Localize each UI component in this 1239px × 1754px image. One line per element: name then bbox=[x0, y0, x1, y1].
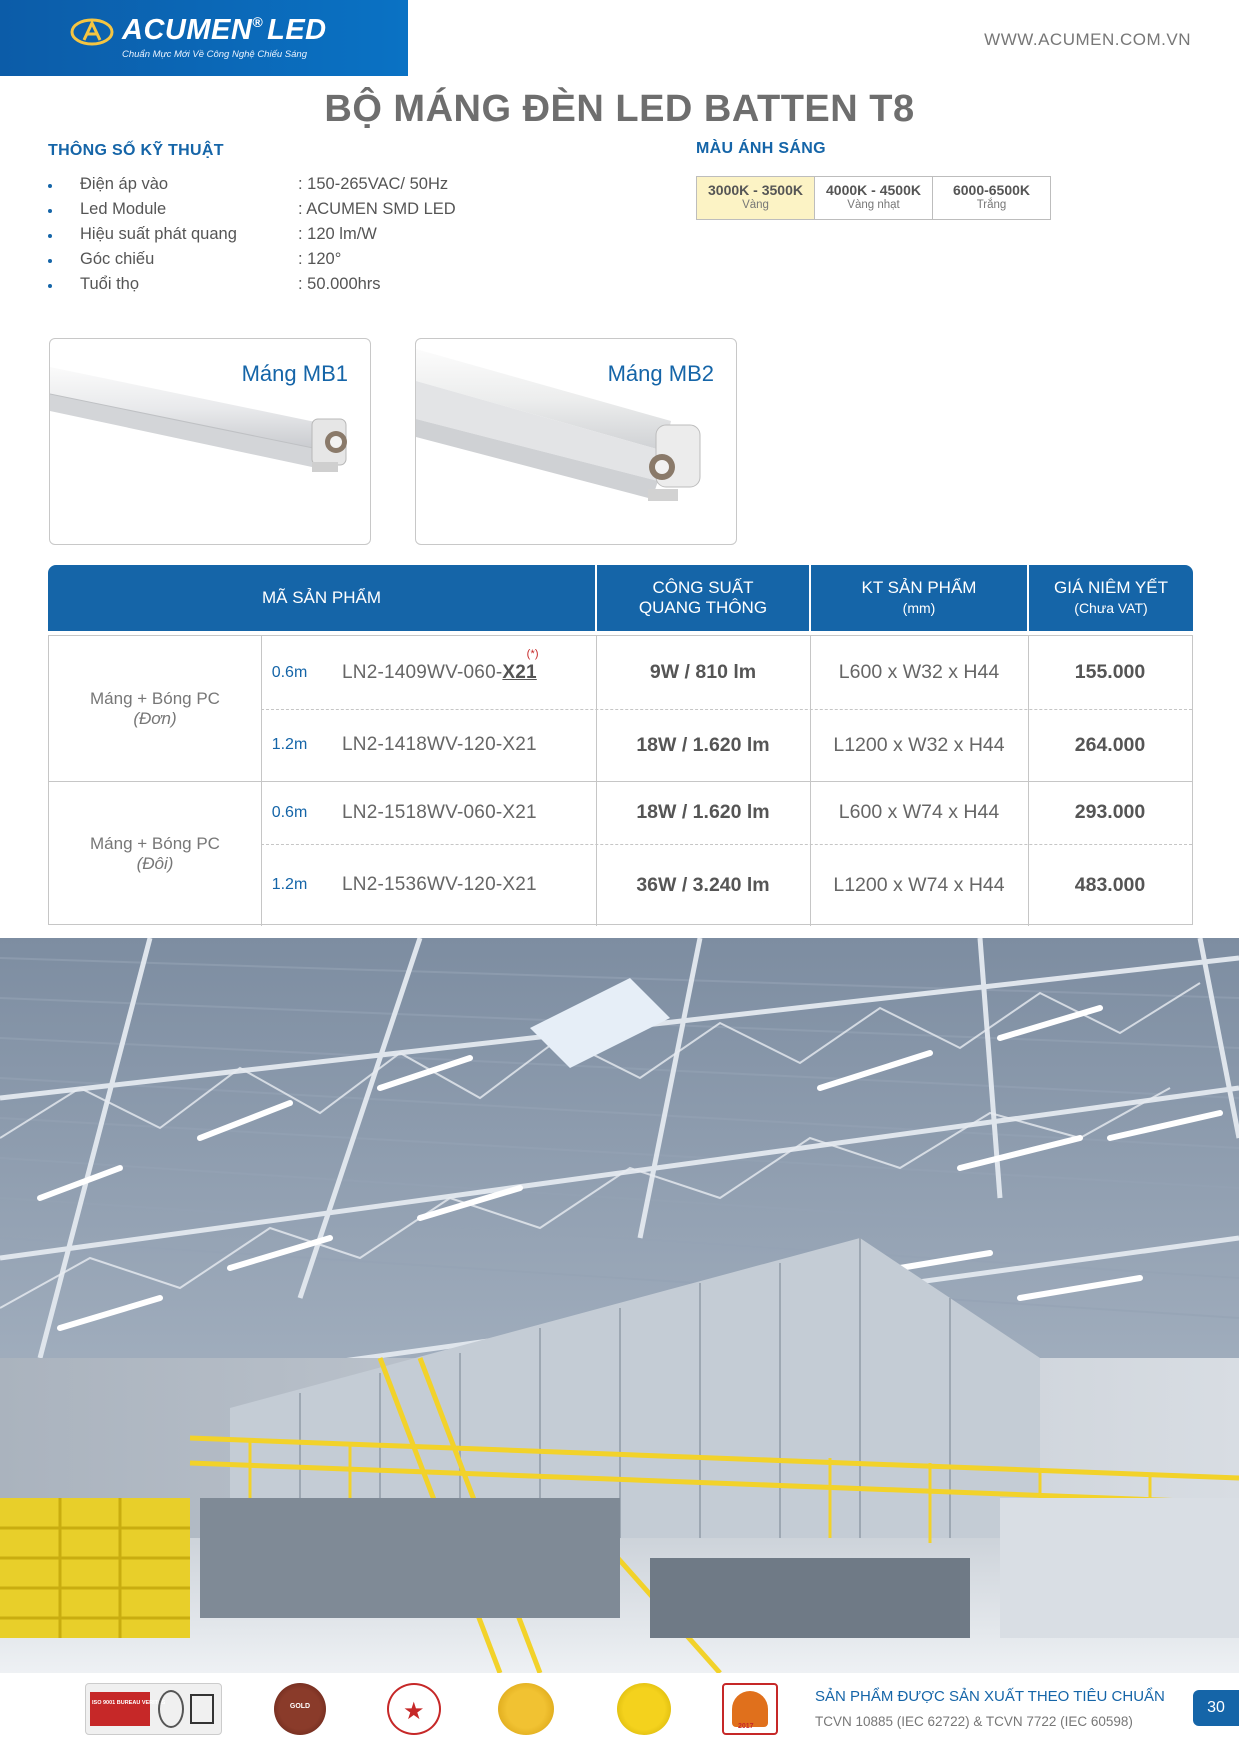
row-price: 264.000 bbox=[1074, 733, 1146, 756]
bullet-icon bbox=[48, 209, 52, 213]
product-code: LN2-1409WV-060- bbox=[342, 661, 503, 683]
spec-value: : 120° bbox=[298, 250, 342, 268]
row-length: 1.2m bbox=[271, 876, 308, 893]
light-color-heading: MÀU ÁNH SÁNG bbox=[696, 140, 826, 157]
row-length: 1.2m bbox=[271, 736, 308, 753]
cert-iso-badge: ISO 9001 BUREAU VERITAS bbox=[85, 1683, 222, 1735]
cert-star-award bbox=[387, 1683, 441, 1735]
row-code bbox=[318, 709, 596, 781]
cert-gold-seal: GOLD bbox=[274, 1683, 326, 1735]
price-table bbox=[48, 565, 1193, 925]
row-code bbox=[318, 844, 596, 926]
color-temperature: 4000K - 4500K bbox=[826, 182, 921, 198]
bullet-icon bbox=[48, 234, 52, 238]
spec-label: Tuổi thọ bbox=[80, 275, 140, 293]
cert-top-brand: 2017 bbox=[722, 1683, 778, 1735]
color-temperature: 6000-6500K bbox=[952, 182, 1031, 198]
table-header bbox=[48, 565, 1193, 631]
row-code bbox=[318, 636, 596, 709]
col-header-size: KT SẢN PHẨM (mm) bbox=[861, 578, 977, 616]
row-power: 18W / 1.620 lm bbox=[636, 733, 770, 756]
product-code: LN2-1536WV-120-X21 bbox=[342, 874, 537, 895]
light-color-option bbox=[697, 177, 815, 219]
light-color-option bbox=[815, 177, 933, 219]
row-size: L600 x W74 x H44 bbox=[838, 801, 1000, 823]
light-color-table bbox=[696, 176, 1051, 220]
row-length: 0.6m bbox=[271, 663, 308, 681]
product-label-mb2: Máng MB2 bbox=[607, 361, 714, 386]
specs-heading: THÔNG SỐ KỸ THUẬT bbox=[48, 142, 224, 159]
color-temperature: 3000K - 3500K bbox=[708, 182, 803, 198]
spec-value: : 50.000hrs bbox=[298, 275, 381, 293]
row-length: 0.6m bbox=[271, 803, 308, 821]
row-code bbox=[318, 781, 596, 844]
col-header-price: GIÁ NIÊM YẾT (Chưa VAT) bbox=[1054, 578, 1168, 616]
factory-interior-image bbox=[0, 938, 1239, 1673]
product-code: LN2-1518WV-060-X21 bbox=[342, 801, 537, 823]
color-name: Vàng nhạt bbox=[847, 199, 900, 211]
standard-heading: SẢN PHẨM ĐƯỢC SẢN XUẤT THEO TIÊU CHUẨN bbox=[815, 1688, 1165, 1705]
page-title: BỘ MÁNG ĐÈN LED BATTEN T8 bbox=[324, 88, 915, 130]
cert-gold-medal bbox=[498, 1683, 554, 1735]
product-group-label bbox=[49, 636, 261, 781]
group-variant: (Đơn) bbox=[133, 708, 177, 728]
spec-label: Điện áp vào bbox=[80, 175, 169, 193]
col-header-power: CÔNG SUẤT QUANG THÔNG bbox=[638, 578, 768, 617]
spec-label: Led Module bbox=[80, 200, 167, 218]
acumen-logo-icon bbox=[70, 18, 114, 46]
star-icon: ★ bbox=[403, 1698, 425, 1725]
product-code: LN2-1418WV-120-X21 bbox=[342, 734, 537, 755]
spec-value: : ACUMEN SMD LED bbox=[298, 200, 456, 218]
product-label-mb1: Máng MB1 bbox=[241, 361, 348, 386]
light-color-option bbox=[933, 177, 1050, 219]
row-price: 293.000 bbox=[1074, 801, 1146, 823]
row-price: 155.000 bbox=[1074, 661, 1146, 683]
row-size: L1200 x W74 x H44 bbox=[833, 873, 1005, 896]
brand-tagline: Chuẩn Mực Mới Về Công Nghệ Chiếu Sáng bbox=[122, 49, 307, 60]
color-name: Vàng bbox=[742, 199, 769, 211]
note-mark: (*) bbox=[526, 647, 539, 660]
row-power: 9W / 810 lm bbox=[649, 661, 757, 683]
group-name: Máng + Bóng PC bbox=[90, 833, 220, 853]
product-code-suffix: X21 bbox=[502, 661, 537, 683]
brand-logo bbox=[0, 0, 408, 76]
row-power: 36W / 3.240 lm bbox=[636, 873, 770, 896]
spec-value: : 120 lm/W bbox=[298, 225, 377, 243]
row-size: L1200 x W32 x H44 bbox=[833, 733, 1005, 756]
bullet-icon bbox=[48, 184, 52, 188]
table-body bbox=[48, 635, 1193, 925]
product-group-label bbox=[49, 781, 261, 926]
standard-codes: TCVN 10885 (IEC 62722) & TCVN 7722 (IEC 60598) bbox=[815, 1714, 1133, 1729]
bullet-icon bbox=[48, 259, 52, 263]
brand-name: ACUMEN® LED bbox=[122, 14, 327, 46]
cert-quality-seal bbox=[617, 1683, 671, 1735]
col-header-code: MÃ SẢN PHẨM bbox=[261, 588, 382, 607]
product-photo-mb1 bbox=[49, 338, 371, 545]
product-photo-mb2 bbox=[415, 338, 737, 545]
bullet-icon bbox=[48, 284, 52, 288]
website-url[interactable]: WWW.ACUMEN.COM.VN bbox=[984, 30, 1191, 49]
page-number: 30 bbox=[1193, 1690, 1239, 1726]
spec-label: Hiệu suất phát quang bbox=[80, 225, 237, 243]
color-name: Trắng bbox=[976, 199, 1007, 211]
row-price: 483.000 bbox=[1074, 873, 1146, 896]
warehouse-photo bbox=[0, 938, 1239, 1673]
row-power: 18W / 1.620 lm bbox=[636, 801, 770, 823]
group-variant: (Đôi) bbox=[136, 853, 174, 873]
group-name: Máng + Bóng PC bbox=[90, 688, 220, 708]
row-size: L600 x W32 x H44 bbox=[838, 661, 1000, 683]
spec-value: : 150-265VAC/ 50Hz bbox=[298, 175, 449, 193]
spec-label: Góc chiếu bbox=[80, 250, 155, 268]
